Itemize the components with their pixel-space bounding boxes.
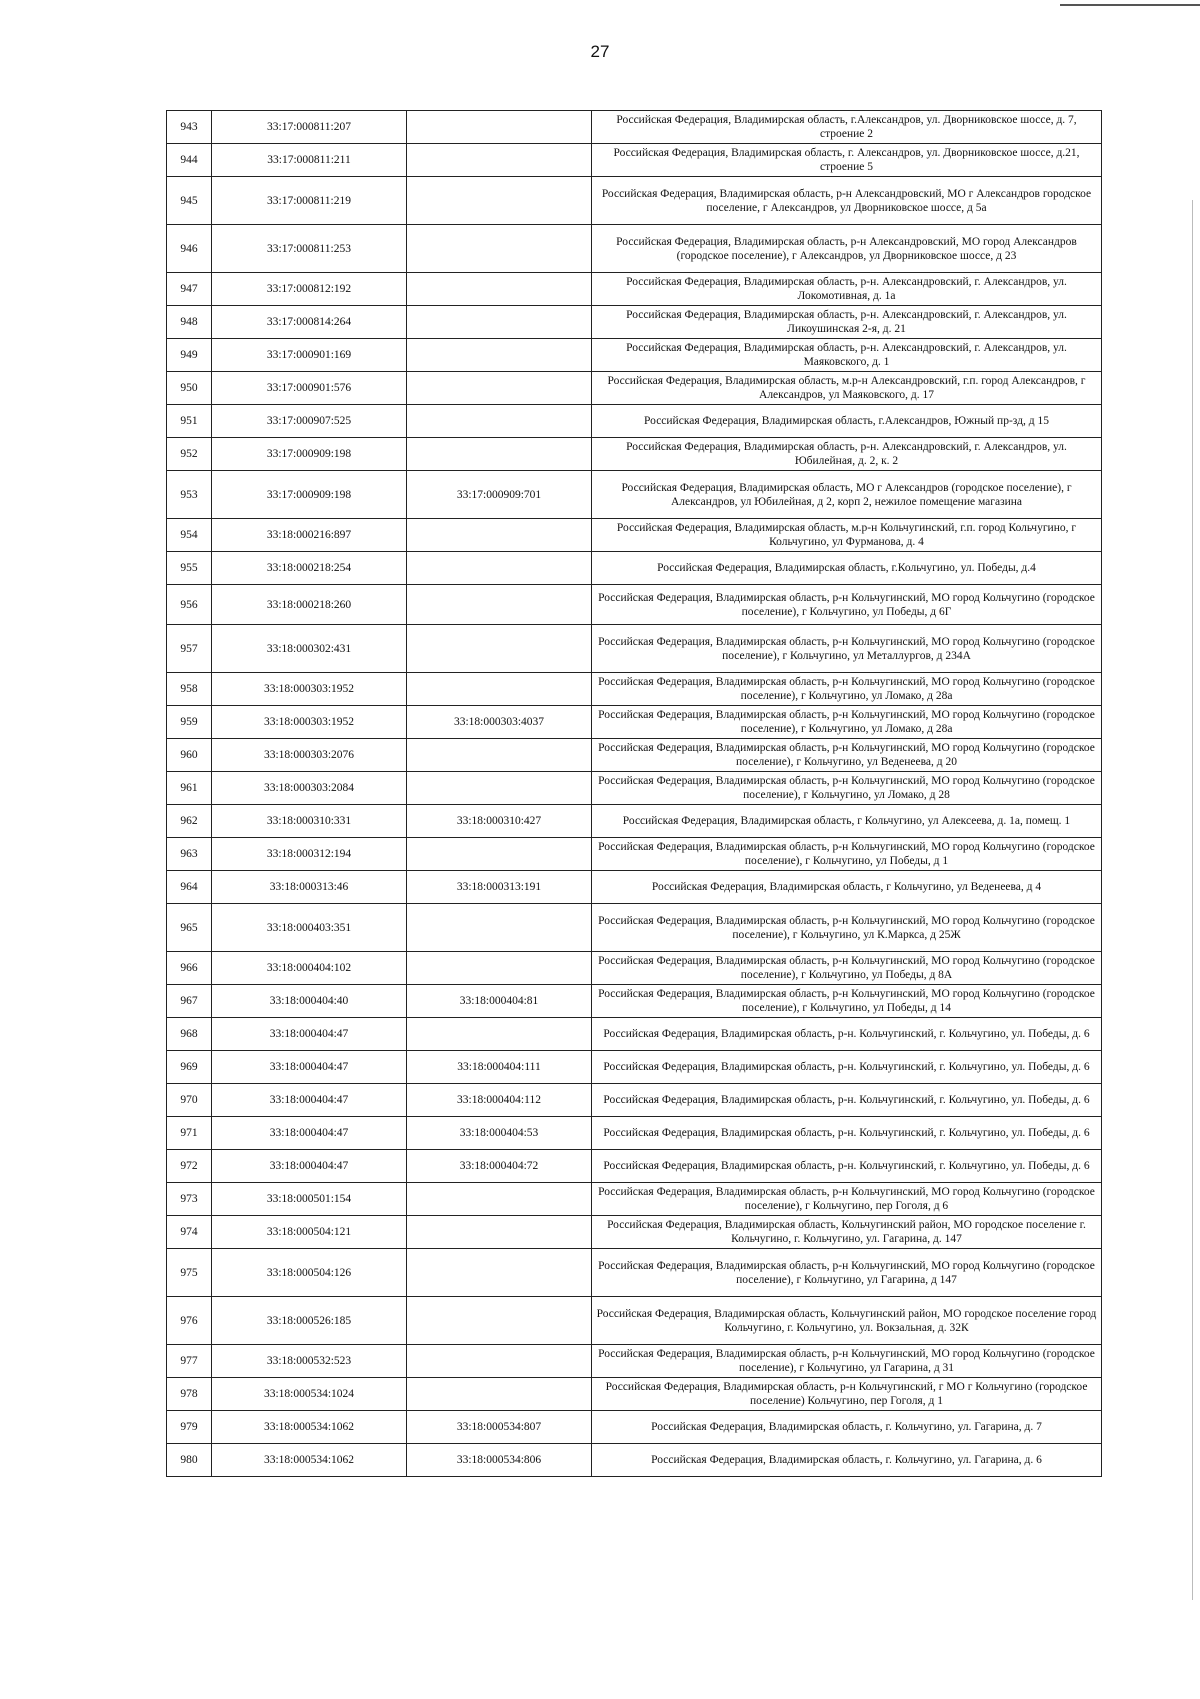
premises-cadastral-number-cell [407, 339, 592, 372]
table-row [167, 1297, 1102, 1345]
cadastral-number-cell: 33:18:000303:1952 [212, 706, 407, 739]
table-row [167, 739, 1102, 772]
cadastral-number-cell: 33:17:000811:219 [212, 177, 407, 225]
row-number-cell: 976 [167, 1297, 212, 1345]
address-cell: Российская Федерация, Владимирская область, р-н Александровский, МО г Александров городское поселение, г Александров, ул Дворниковское шоссе, д 5а [592, 177, 1102, 225]
row-number-cell: 965 [167, 904, 212, 952]
address-cell: Российская Федерация, Владимирская область, р-н. Александровский, г. Александров, ул. Ликоушинская 2-я, д. 21 [592, 306, 1102, 339]
premises-cadastral-number-cell [407, 405, 592, 438]
table-row [167, 706, 1102, 739]
table-row [167, 1018, 1102, 1051]
row-number-cell: 974 [167, 1216, 212, 1249]
address-cell: Российская Федерация, Владимирская область, р-н Кольчугинский, МО город Кольчугино (городское поселение), г Кольчугино, ул Победы, д 1 [592, 838, 1102, 871]
cadastral-number-cell: 33:18:000504:121 [212, 1216, 407, 1249]
table-row [167, 1378, 1102, 1411]
cadastral-number-cell: 33:18:000534:1062 [212, 1444, 407, 1477]
address-cell: Российская Федерация, Владимирская область, р-н Кольчугинский, МО город Кольчугино (городское поселение), г Кольчугино, ул Гагарина, д 147 [592, 1249, 1102, 1297]
page-number: 27 [590, 42, 610, 61]
address-cell: Российская Федерация, Владимирская область, р-н Александровский, МО город Александров (городское поселение), г Александров, ул Дворниковское шоссе, д 23 [592, 225, 1102, 273]
cadastral-number-cell: 33:18:000404:47 [212, 1117, 407, 1150]
premises-cadastral-number-cell [407, 1378, 592, 1411]
table-row [167, 144, 1102, 177]
scan-edge-line [1060, 4, 1200, 6]
premises-cadastral-number-cell [407, 306, 592, 339]
cadastral-number-cell: 33:17:000909:198 [212, 471, 407, 519]
cadastral-number-cell: 33:18:000404:47 [212, 1051, 407, 1084]
address-cell: Российская Федерация, Владимирская область, р-н Кольчугинский, МО город Кольчугино (городское поселение), г Кольчугино, ул К.Маркса, д 25Ж [592, 904, 1102, 952]
cadastral-number-cell: 33:17:000811:211 [212, 144, 407, 177]
premises-cadastral-number-cell: 33:18:000404:72 [407, 1150, 592, 1183]
row-number-cell: 954 [167, 519, 212, 552]
address-cell: Российская Федерация, Владимирская область, Кольчугинский район, МО городское поселение город Кольчугино, г. Кольчугино, ул. Вокзальная, д. 32К [592, 1297, 1102, 1345]
row-number-cell: 967 [167, 985, 212, 1018]
row-number-cell: 951 [167, 405, 212, 438]
address-cell: Российская Федерация, Владимирская область, г.Кольчугино, ул. Победы, д.4 [592, 552, 1102, 585]
registry-table [166, 110, 1102, 1477]
table-row [167, 585, 1102, 625]
row-number-cell: 960 [167, 739, 212, 772]
cadastral-number-cell: 33:17:000812:192 [212, 273, 407, 306]
row-number-cell: 958 [167, 673, 212, 706]
address-cell: Российская Федерация, Владимирская область, м.р-н Кольчугинский, г.п. город Кольчугино, г Кольчугино, ул Фурманова, д. 4 [592, 519, 1102, 552]
table-row [167, 1249, 1102, 1297]
table-row [167, 1345, 1102, 1378]
premises-cadastral-number-cell [407, 225, 592, 273]
row-number-cell: 956 [167, 585, 212, 625]
cadastral-number-cell: 33:18:000313:46 [212, 871, 407, 904]
table-row [167, 552, 1102, 585]
row-number-cell: 969 [167, 1051, 212, 1084]
table-row [167, 339, 1102, 372]
row-number-cell: 945 [167, 177, 212, 225]
cadastral-number-cell: 33:17:000814:264 [212, 306, 407, 339]
cadastral-number-cell: 33:18:000404:47 [212, 1150, 407, 1183]
address-cell: Российская Федерация, Владимирская область, м.р-н Александровский, г.п. город Александров, г Александров, ул Маяковского, д. 17 [592, 372, 1102, 405]
address-cell: Российская Федерация, Владимирская область, р-н Кольчугинский, г МО г Кольчугино (городское поселение) Кольчугино, пер Гоголя, д 1 [592, 1378, 1102, 1411]
premises-cadastral-number-cell [407, 838, 592, 871]
address-cell: Российская Федерация, Владимирская область, р-н. Александровский, г. Александров, ул. Юбилейная, д. 2, к. 2 [592, 438, 1102, 471]
registry-table-body [167, 111, 1102, 1477]
cadastral-number-cell: 33:18:000534:1024 [212, 1378, 407, 1411]
cadastral-number-cell: 33:18:000504:126 [212, 1249, 407, 1297]
table-row [167, 1150, 1102, 1183]
table-row [167, 438, 1102, 471]
row-number-cell: 947 [167, 273, 212, 306]
row-number-cell: 964 [167, 871, 212, 904]
row-number-cell: 975 [167, 1249, 212, 1297]
premises-cadastral-number-cell: 33:18:000303:4037 [407, 706, 592, 739]
cadastral-number-cell: 33:17:000909:198 [212, 438, 407, 471]
cadastral-number-cell: 33:17:000811:207 [212, 111, 407, 144]
premises-cadastral-number-cell [407, 585, 592, 625]
address-cell: Российская Федерация, Владимирская область, р-н. Кольчугинский, г. Кольчугино, ул. Победы, д. 6 [592, 1117, 1102, 1150]
table-row [167, 952, 1102, 985]
premises-cadastral-number-cell [407, 1297, 592, 1345]
address-cell: Российская Федерация, Владимирская область, р-н Кольчугинский, МО город Кольчугино (городское поселение), г Кольчугино, ул Победы, д 6Г [592, 585, 1102, 625]
row-number-cell: 950 [167, 372, 212, 405]
address-cell: Российская Федерация, Владимирская область, р-н. Александровский, г. Александров, ул. Маяковского, д. 1 [592, 339, 1102, 372]
cadastral-number-cell: 33:17:000901:169 [212, 339, 407, 372]
table-row [167, 1216, 1102, 1249]
row-number-cell: 963 [167, 838, 212, 871]
cadastral-number-cell: 33:18:000310:331 [212, 805, 407, 838]
table-row [167, 1183, 1102, 1216]
table-row [167, 405, 1102, 438]
row-number-cell: 943 [167, 111, 212, 144]
premises-cadastral-number-cell [407, 438, 592, 471]
row-number-cell: 978 [167, 1378, 212, 1411]
row-number-cell: 961 [167, 772, 212, 805]
cadastral-number-cell: 33:18:000404:102 [212, 952, 407, 985]
premises-cadastral-number-cell: 33:18:000534:806 [407, 1444, 592, 1477]
table-row [167, 1444, 1102, 1477]
cadastral-number-cell: 33:18:000302:431 [212, 625, 407, 673]
cadastral-number-cell: 33:18:000501:154 [212, 1183, 407, 1216]
row-number-cell: 962 [167, 805, 212, 838]
row-number-cell: 953 [167, 471, 212, 519]
table-row [167, 1084, 1102, 1117]
row-number-cell: 959 [167, 706, 212, 739]
row-number-cell: 955 [167, 552, 212, 585]
cadastral-number-cell: 33:18:000404:47 [212, 1018, 407, 1051]
address-cell: Российская Федерация, Владимирская область, Кольчугинский район, МО городское поселение г. Кольчугино, г. Кольчугино, ул. Гагарина, д. 147 [592, 1216, 1102, 1249]
premises-cadastral-number-cell [407, 519, 592, 552]
premises-cadastral-number-cell [407, 372, 592, 405]
address-cell: Российская Федерация, Владимирская область, р-н Кольчугинский, МО город Кольчугино (городское поселение), г Кольчугино, ул Ломако, д 28а [592, 673, 1102, 706]
table-row [167, 673, 1102, 706]
address-cell: Российская Федерация, Владимирская область, р-н Кольчугинский, МО город Кольчугино (городское поселение), г Кольчугино, ул Металлургов, д 234А [592, 625, 1102, 673]
row-number-cell: 970 [167, 1084, 212, 1117]
address-cell: Российская Федерация, Владимирская область, г Кольчугино, ул Алексеева, д. 1а, помещ. 1 [592, 805, 1102, 838]
table-row [167, 306, 1102, 339]
table-row [167, 519, 1102, 552]
table-row [167, 904, 1102, 952]
cadastral-number-cell: 33:17:000901:576 [212, 372, 407, 405]
row-number-cell: 977 [167, 1345, 212, 1378]
address-cell: Российская Федерация, Владимирская область, р-н Кольчугинский, МО город Кольчугино (городское поселение), г Кольчугино, пер Гоголя, д 6 [592, 1183, 1102, 1216]
cadastral-number-cell: 33:18:000403:351 [212, 904, 407, 952]
cadastral-number-cell: 33:18:000303:1952 [212, 673, 407, 706]
row-number-cell: 949 [167, 339, 212, 372]
premises-cadastral-number-cell: 33:18:000313:191 [407, 871, 592, 904]
table-row [167, 225, 1102, 273]
row-number-cell: 972 [167, 1150, 212, 1183]
table-row [167, 111, 1102, 144]
premises-cadastral-number-cell: 33:17:000909:701 [407, 471, 592, 519]
address-cell: Российская Федерация, Владимирская область, р-н. Кольчугинский, г. Кольчугино, ул. Победы, д. 6 [592, 1084, 1102, 1117]
premises-cadastral-number-cell: 33:18:000404:111 [407, 1051, 592, 1084]
table-row [167, 805, 1102, 838]
row-number-cell: 971 [167, 1117, 212, 1150]
cadastral-number-cell: 33:18:000303:2084 [212, 772, 407, 805]
premises-cadastral-number-cell [407, 111, 592, 144]
cadastral-number-cell: 33:18:000218:254 [212, 552, 407, 585]
table-row [167, 625, 1102, 673]
address-cell: Российская Федерация, Владимирская область, г. Александров, ул. Дворниковское шоссе, д.21, строение 5 [592, 144, 1102, 177]
cadastral-number-cell: 33:17:000907:525 [212, 405, 407, 438]
cadastral-number-cell: 33:18:000404:40 [212, 985, 407, 1018]
premises-cadastral-number-cell [407, 1249, 592, 1297]
cadastral-number-cell: 33:17:000811:253 [212, 225, 407, 273]
premises-cadastral-number-cell [407, 273, 592, 306]
address-cell: Российская Федерация, Владимирская область, г.Александров, Южный пр-зд, д 15 [592, 405, 1102, 438]
address-cell: Российская Федерация, Владимирская область, р-н. Александровский, г. Александров, ул. Локомотивная, д. 1а [592, 273, 1102, 306]
premises-cadastral-number-cell [407, 772, 592, 805]
address-cell: Российская Федерация, Владимирская область, г. Кольчугино, ул. Гагарина, д. 7 [592, 1411, 1102, 1444]
address-cell: Российская Федерация, Владимирская область, р-н Кольчугинский, МО город Кольчугино (городское поселение), г Кольчугино, ул Ломако, д 28а [592, 706, 1102, 739]
premises-cadastral-number-cell [407, 673, 592, 706]
premises-cadastral-number-cell [407, 1018, 592, 1051]
cadastral-number-cell: 33:18:000312:194 [212, 838, 407, 871]
row-number-cell: 968 [167, 1018, 212, 1051]
table-row [167, 838, 1102, 871]
cadastral-number-cell: 33:18:000216:897 [212, 519, 407, 552]
cadastral-number-cell: 33:18:000404:47 [212, 1084, 407, 1117]
table-row [167, 985, 1102, 1018]
address-cell: Российская Федерация, Владимирская область, р-н Кольчугинский, МО город Кольчугино (городское поселение), г Кольчугино, ул Гагарина, д 31 [592, 1345, 1102, 1378]
premises-cadastral-number-cell [407, 952, 592, 985]
table-row [167, 471, 1102, 519]
premises-cadastral-number-cell [407, 625, 592, 673]
premises-cadastral-number-cell: 33:18:000404:53 [407, 1117, 592, 1150]
table-row [167, 1411, 1102, 1444]
address-cell: Российская Федерация, Владимирская область, г Кольчугино, ул Веденеева, д 4 [592, 871, 1102, 904]
table-row [167, 772, 1102, 805]
premises-cadastral-number-cell: 33:18:000404:112 [407, 1084, 592, 1117]
row-number-cell: 946 [167, 225, 212, 273]
table-row [167, 1117, 1102, 1150]
cadastral-number-cell: 33:18:000218:260 [212, 585, 407, 625]
premises-cadastral-number-cell [407, 552, 592, 585]
row-number-cell: 948 [167, 306, 212, 339]
address-cell: Российская Федерация, Владимирская область, р-н. Кольчугинский, г. Кольчугино, ул. Победы, д. 6 [592, 1018, 1102, 1051]
premises-cadastral-number-cell [407, 1216, 592, 1249]
address-cell: Российская Федерация, Владимирская область, р-н. Кольчугинский, г. Кольчугино, ул. Победы, д. 6 [592, 1051, 1102, 1084]
address-cell: Российская Федерация, Владимирская область, р-н Кольчугинский, МО город Кольчугино (городское поселение), г Кольчугино, ул Веденеева, д 20 [592, 739, 1102, 772]
premises-cadastral-number-cell [407, 177, 592, 225]
table-row [167, 871, 1102, 904]
address-cell: Российская Федерация, Владимирская область, р-н Кольчугинский, МО город Кольчугино (городское поселение), г Кольчугино, ул Ломако, д 28 [592, 772, 1102, 805]
premises-cadastral-number-cell [407, 1183, 592, 1216]
address-cell: Российская Федерация, Владимирская область, р-н. Кольчугинский, г. Кольчугино, ул. Победы, д. 6 [592, 1150, 1102, 1183]
cadastral-number-cell: 33:18:000303:2076 [212, 739, 407, 772]
row-number-cell: 973 [167, 1183, 212, 1216]
scan-edge-shadow [1192, 200, 1193, 1600]
table-row [167, 273, 1102, 306]
address-cell: Российская Федерация, Владимирская область, р-н Кольчугинский, МО город Кольчугино (городское поселение), г Кольчугино, ул Победы, д 8А [592, 952, 1102, 985]
premises-cadastral-number-cell [407, 1345, 592, 1378]
address-cell: Российская Федерация, Владимирская область, г. Кольчугино, ул. Гагарина, д. 6 [592, 1444, 1102, 1477]
premises-cadastral-number-cell: 33:18:000404:81 [407, 985, 592, 1018]
premises-cadastral-number-cell: 33:18:000310:427 [407, 805, 592, 838]
cadastral-number-cell: 33:18:000532:523 [212, 1345, 407, 1378]
premises-cadastral-number-cell [407, 144, 592, 177]
address-cell: Российская Федерация, Владимирская область, МО г Александров (городское поселение), г Александров, ул Юбилейная, д 2, корп 2, нежилое помещение магазина [592, 471, 1102, 519]
premises-cadastral-number-cell [407, 904, 592, 952]
premises-cadastral-number-cell [407, 739, 592, 772]
table-row [167, 177, 1102, 225]
address-cell: Российская Федерация, Владимирская область, р-н Кольчугинский, МО город Кольчугино (городское поселение), г Кольчугино, ул Победы, д 14 [592, 985, 1102, 1018]
table-row [167, 372, 1102, 405]
row-number-cell: 944 [167, 144, 212, 177]
table-row [167, 1051, 1102, 1084]
row-number-cell: 957 [167, 625, 212, 673]
row-number-cell: 979 [167, 1411, 212, 1444]
row-number-cell: 980 [167, 1444, 212, 1477]
premises-cadastral-number-cell: 33:18:000534:807 [407, 1411, 592, 1444]
row-number-cell: 952 [167, 438, 212, 471]
cadastral-number-cell: 33:18:000534:1062 [212, 1411, 407, 1444]
row-number-cell: 966 [167, 952, 212, 985]
address-cell: Российская Федерация, Владимирская область, г.Александров, ул. Дворниковское шоссе, д. 7, строение 2 [592, 111, 1102, 144]
cadastral-number-cell: 33:18:000526:185 [212, 1297, 407, 1345]
